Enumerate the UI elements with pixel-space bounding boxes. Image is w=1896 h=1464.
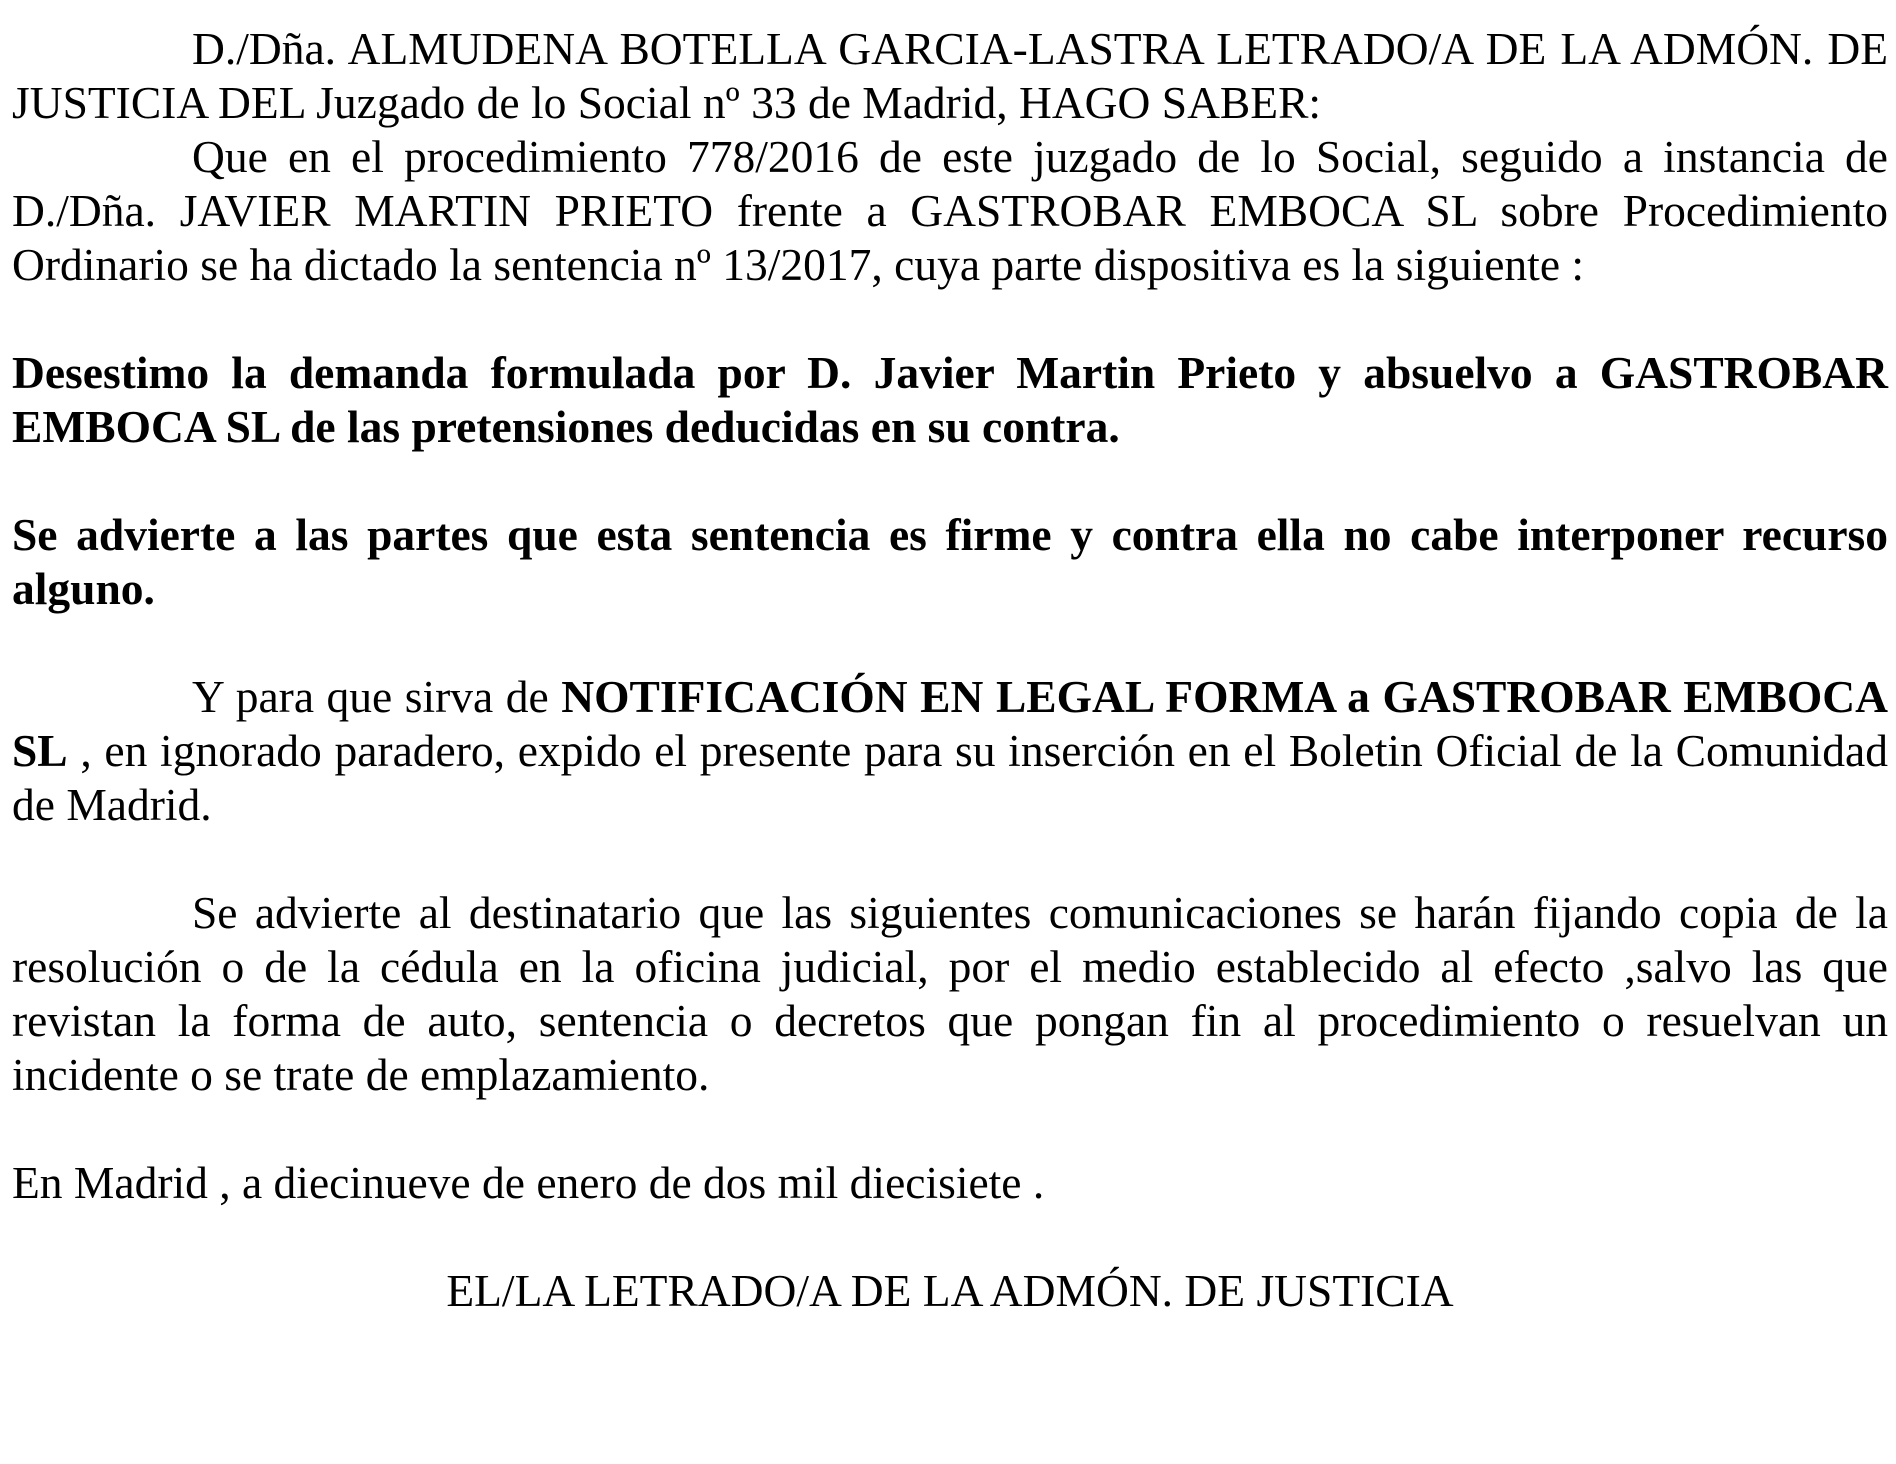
fallo-paragraph: Desestimo la demanda formulada por D. Javier Martin Prieto y absuelvo a GASTROBAR EMBOCA SL de las pretensiones deducidas en su contra.	[12, 347, 1888, 452]
advertencia-firme-paragraph: Se advierte a las partes que esta sentencia es firme y contra ella no cabe interponer recurso alguno.	[12, 509, 1888, 614]
fecha-paragraph: En Madrid , a diecinueve de enero de dos mil diecisiete .	[12, 1157, 1045, 1208]
document-page	[12, 22, 1888, 1318]
notificacion-prefix: Y para que sirva de	[192, 671, 562, 722]
firma-line: EL/LA LETRADO/A DE LA ADMÓN. DE JUSTICIA	[446, 1265, 1454, 1316]
notificacion-paragraph	[12, 670, 1888, 832]
procedimiento-paragraph: Que en el procedimiento 778/2016 de este juzgado de lo Social, seguido a instancia de D./Dña. JAVIER MARTIN PRIETO frente a GASTROBAR EMBOCA SL sobre Procedimiento Ordinario se ha dictado la sentencia nº 13/2017, cuya parte dispositiva es la siguiente :	[12, 131, 1888, 290]
header-paragraph: D./Dña. ALMUDENA BOTELLA GARCIA-LASTRA LETRADO/A DE LA ADMÓN. DE JUSTICIA DEL Juzgado de lo Social nº 33 de Madrid, HAGO SABER:	[12, 23, 1888, 128]
notificacion-suffix: , en ignorado paradero, expido el presente para su inserción en el Boletin Oficial de la Comunidad de Madrid.	[12, 725, 1888, 830]
notificacion-bold: NOTIFICACIÓN EN LEGAL FORMA a GASTROBAR EMBOCA SL	[12, 671, 1888, 776]
comunicaciones-paragraph: Se advierte al destinatario que las siguientes comunicaciones se harán fijando copia de la resolución o de la cédula en la oficina judicial, por el medio establecido al efecto ,salvo las que revistan la forma de auto, sentencia o decretos que pongan fin al procedimiento o resuelvan un incidente o se trate de emplazamiento.	[12, 887, 1888, 1100]
